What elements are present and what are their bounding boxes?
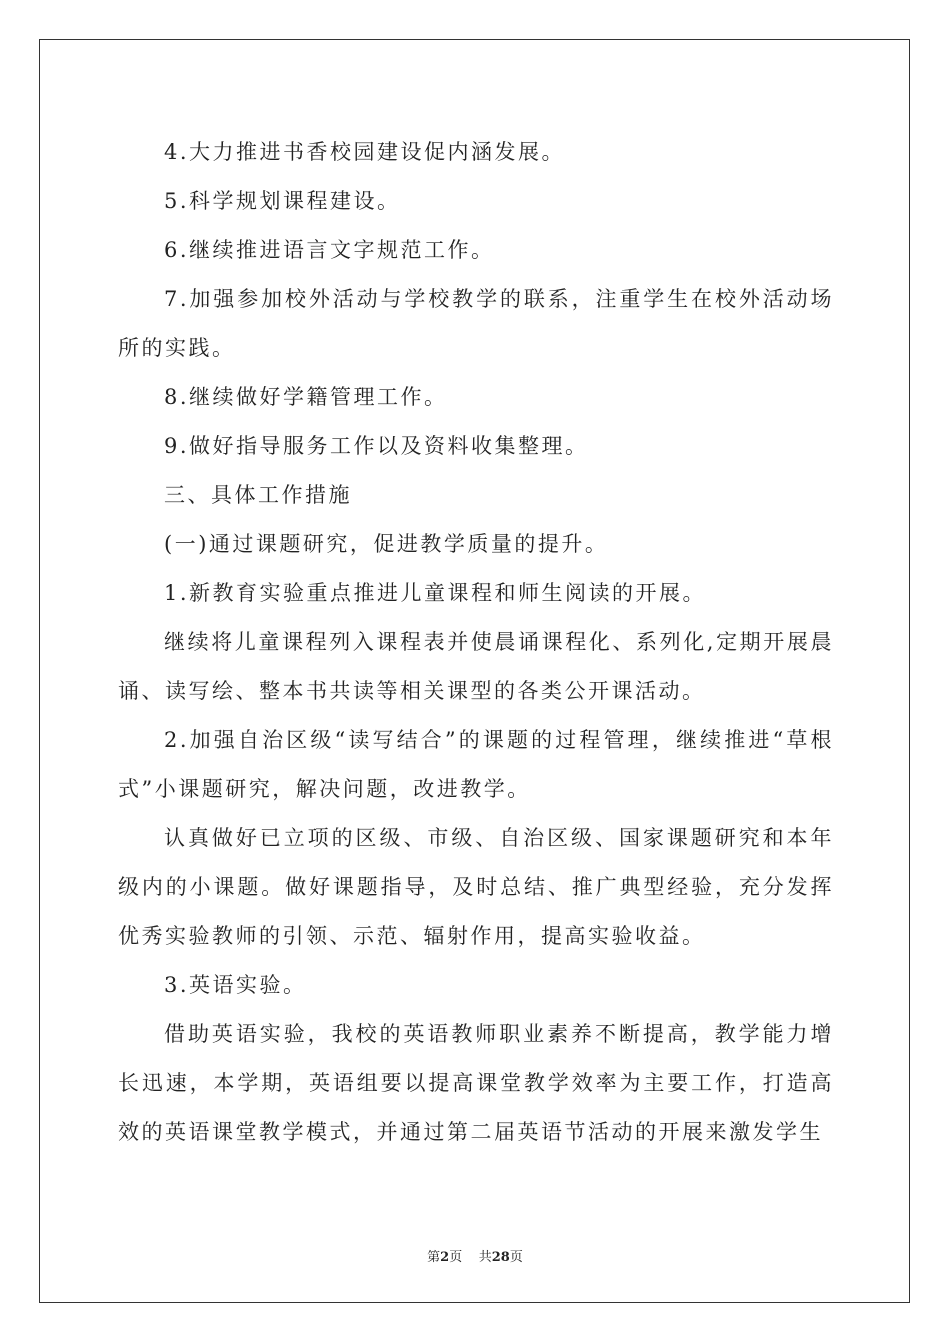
footer-prefix: 第 <box>427 1250 441 1265</box>
paragraph-item-6: 6.继续推进语言文字规范工作。 <box>164 238 495 262</box>
paragraph-item-9: 9.做好指导服务工作以及资料收集整理。 <box>164 434 589 458</box>
measure-item-3: 3.英语实验。 <box>164 973 307 997</box>
subsection-heading: (一)通过课题研究，促进教学质量的提升。 <box>164 532 609 556</box>
footer-total-suffix: 页 <box>509 1250 523 1265</box>
footer-total-prefix: 共 <box>478 1250 492 1265</box>
measure-1-body: 继续将儿童课程列入课程表并使晨诵课程化、系列化,定期开展晨诵、读写绘、整本书共读等相关课型的各类公开课活动。 <box>118 630 834 703</box>
measure-2-body: 认真做好已立项的区级、市级、自治区级、国家课题研究和本年级内的小课题。做好课题指导，及时总结、推广典型经验，充分发挥优秀实验教师的引领、示范、辐射作用，提高实验收益。 <box>118 826 834 948</box>
current-page-number: 2 <box>440 1250 450 1265</box>
paragraph-item-7: 7.加强参加校外活动与学校教学的联系，注重学生在校外活动场所的实践。 <box>118 287 834 360</box>
total-pages-number: 28 <box>491 1250 510 1265</box>
section-heading: 三、具体工作措施 <box>164 483 352 507</box>
page-footer <box>0 1246 950 1265</box>
paragraph-item-5: 5.科学规划课程建设。 <box>164 189 401 213</box>
measure-3-body: 借助英语实验，我校的英语教师职业素养不断提高，教学能力增长迅速，本学期，英语组要以提高课堂教学效率为主要工作，打造高效的英语课堂教学模式，并通过第二届英语节活动的开展来激发学生 <box>118 1022 834 1144</box>
paragraph-item-4: 4.大力推进书香校园建设促内涵发展。 <box>164 140 566 164</box>
measure-item-1: 1.新教育实验重点推进儿童课程和师生阅读的开展。 <box>164 581 707 605</box>
paragraph-item-8: 8.继续做好学籍管理工作。 <box>164 385 448 409</box>
footer-page-word: 页 <box>449 1250 463 1265</box>
document-body <box>118 128 834 1157</box>
measure-item-2: 2.加强自治区级“读写结合”的课题的过程管理，继续推进“草根式”小课题研究，解决问题，改进教学。 <box>118 728 834 801</box>
